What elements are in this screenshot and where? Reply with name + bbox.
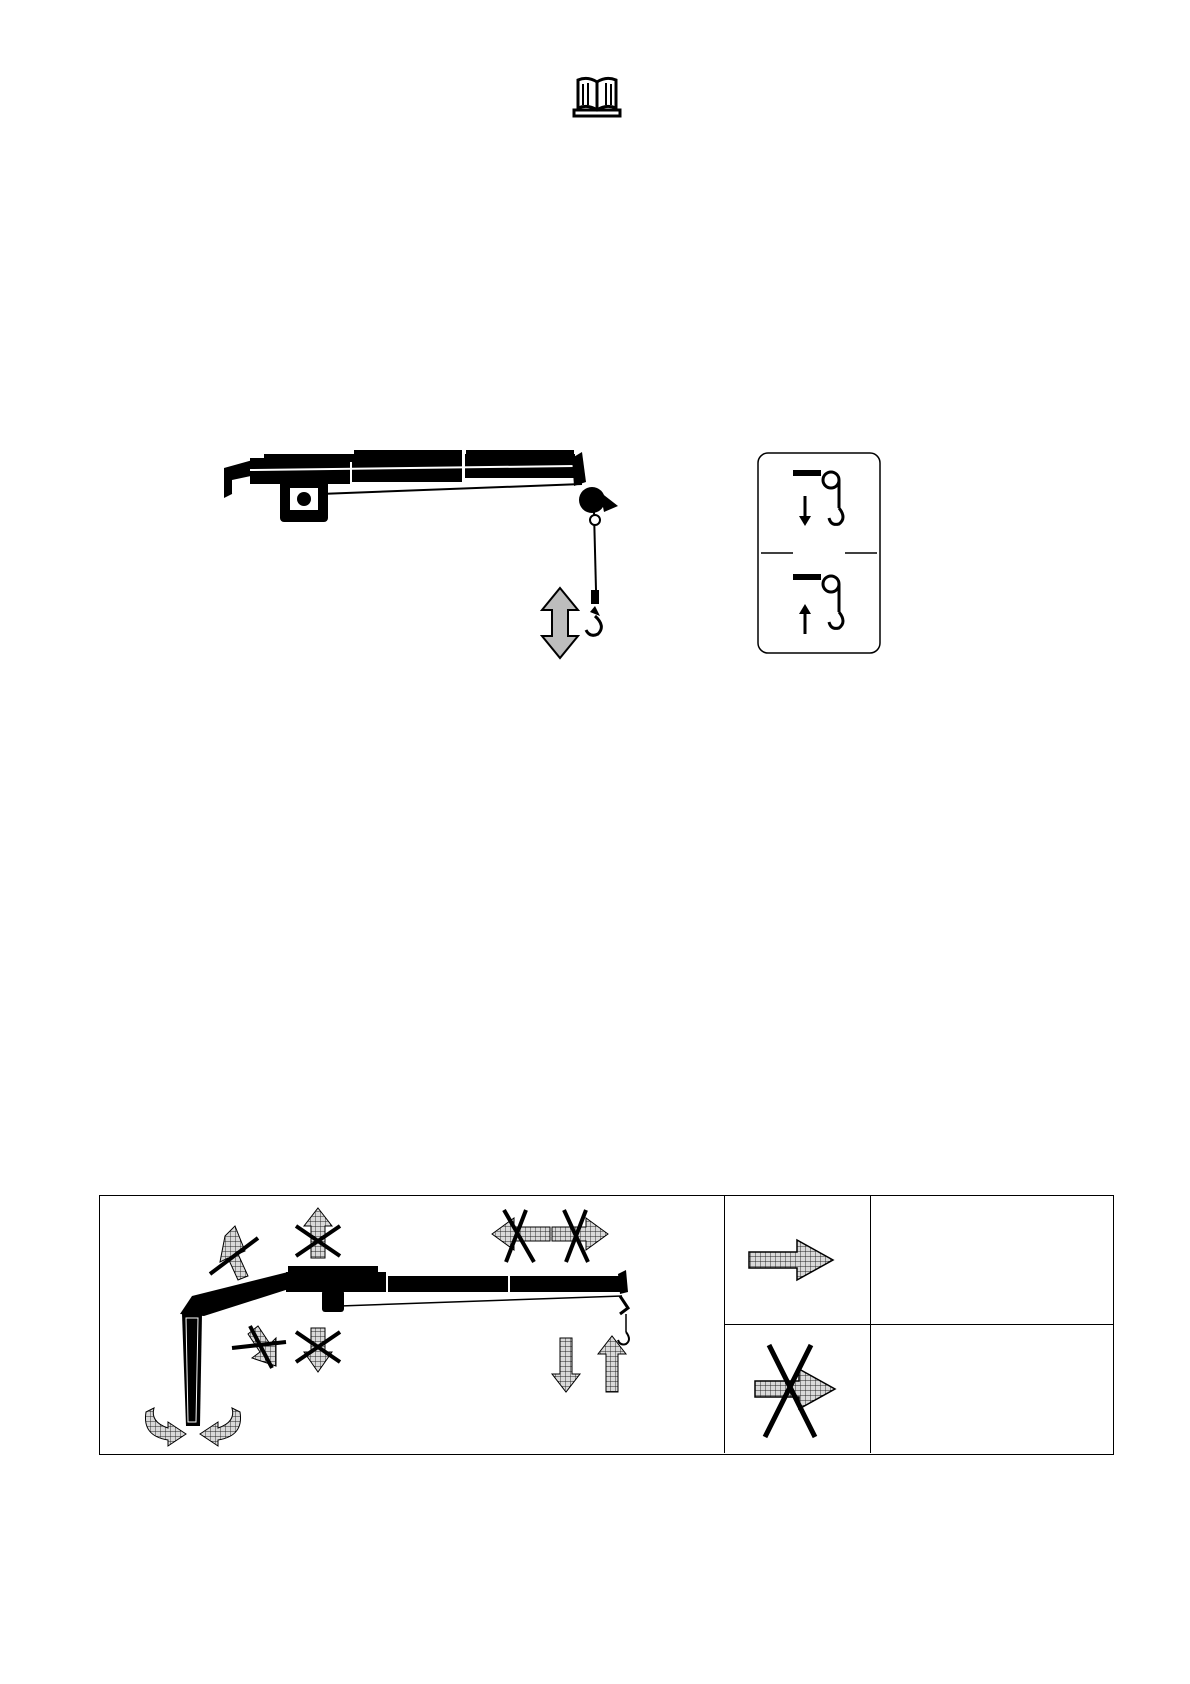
- crane-movements-illustration: [100, 1196, 725, 1453]
- crossed-arrow-icon: [725, 1325, 871, 1453]
- movement-legend-table: [99, 1195, 1114, 1455]
- book-icon: [572, 74, 622, 118]
- allowed-movement-text: [871, 1196, 1113, 1325]
- crane-winch-illustration: [220, 440, 640, 660]
- winch-control-icon: [757, 452, 881, 654]
- grid-arrow-icon: [725, 1196, 871, 1325]
- forbidden-movement-text: [871, 1325, 1113, 1453]
